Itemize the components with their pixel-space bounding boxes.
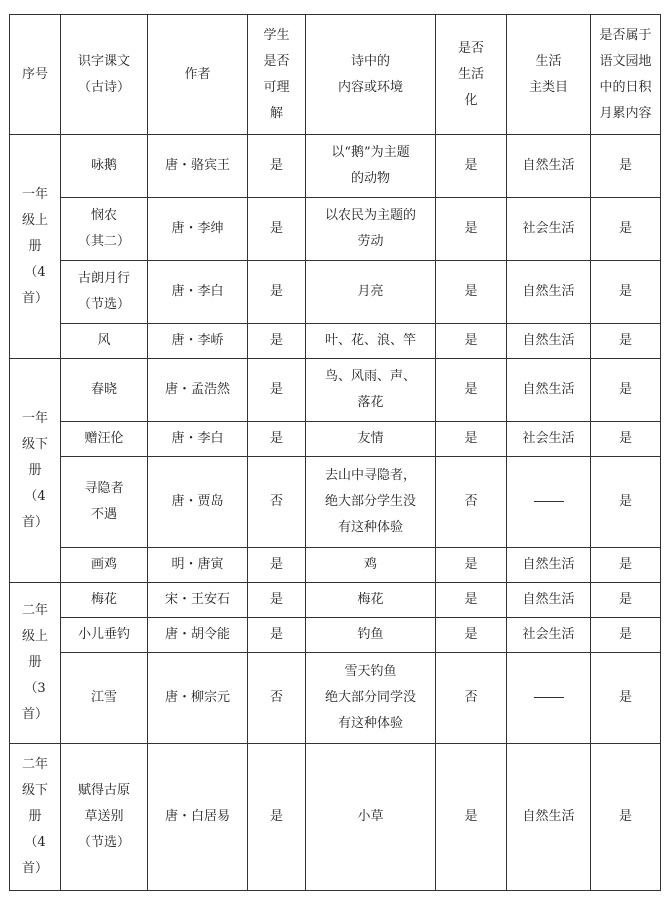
cell-accumulate: 是 xyxy=(591,359,661,422)
cell-understand: 是 xyxy=(248,744,306,891)
header-accumulate: 是否属于 语文园地 中的日积 月累内容 xyxy=(591,15,661,135)
cell-title: 悯农 （其二） xyxy=(61,198,148,261)
cell-understand: 否 xyxy=(248,653,306,744)
table-row xyxy=(10,261,661,324)
cell-understand: 否 xyxy=(248,457,306,548)
cell-title: 古朗月行 （节选） xyxy=(61,261,148,324)
cell-life: 是 xyxy=(436,548,507,583)
cell-author: 唐・柳宗元 xyxy=(148,653,248,744)
cell-category: 自然生活 xyxy=(507,359,591,422)
table-row xyxy=(10,583,661,618)
table-row xyxy=(10,198,661,261)
poem-table xyxy=(9,14,661,891)
table-row xyxy=(10,422,661,457)
cell-category: 自然生活 xyxy=(507,261,591,324)
cell-category: 社会生活 xyxy=(507,422,591,457)
table-row xyxy=(10,457,661,548)
cell-life: 是 xyxy=(436,261,507,324)
cell-accumulate: 是 xyxy=(591,583,661,618)
table-row xyxy=(10,744,661,891)
header-content: 诗中的 内容或环境 xyxy=(306,15,436,135)
cell-accumulate: 是 xyxy=(591,324,661,359)
cell-title: 赋得古原 草送别 （节选） xyxy=(61,744,148,891)
cell-life: 否 xyxy=(436,653,507,744)
cell-content: 雪天钓鱼 绝大部分同学没 有这种体验 xyxy=(306,653,436,744)
cell-accumulate: 是 xyxy=(591,198,661,261)
cell-life: 是 xyxy=(436,198,507,261)
cell-category: 自然生活 xyxy=(507,744,591,891)
table-row xyxy=(10,548,661,583)
cell-author: 唐・李绅 xyxy=(148,198,248,261)
cell-category: 自然生活 xyxy=(507,583,591,618)
dash-mark xyxy=(534,501,564,502)
cell-understand: 是 xyxy=(248,324,306,359)
cell-understand: 是 xyxy=(248,583,306,618)
cell-life: 是 xyxy=(436,359,507,422)
cell-author: 唐・贾岛 xyxy=(148,457,248,548)
cell-author: 唐・李白 xyxy=(148,261,248,324)
header-title: 识字课文 （古诗） xyxy=(61,15,148,135)
cell-title: 赠汪伦 xyxy=(61,422,148,457)
cell-accumulate: 是 xyxy=(591,261,661,324)
cell-content: 鸟、风雨、声、 落花 xyxy=(306,359,436,422)
table-row xyxy=(10,359,661,422)
cell-title: 画鸡 xyxy=(61,548,148,583)
cell-title: 风 xyxy=(61,324,148,359)
cell-author: 唐・李峤 xyxy=(148,324,248,359)
cell-accumulate: 是 xyxy=(591,457,661,548)
cell-understand: 是 xyxy=(248,548,306,583)
cell-title: 寻隐者 不遇 xyxy=(61,457,148,548)
group-label: 一年 级上 册 （4 首） xyxy=(10,135,61,359)
cell-content: 梅花 xyxy=(306,583,436,618)
cell-content: 叶、花、浪、竿 xyxy=(306,324,436,359)
table-row xyxy=(10,653,661,744)
cell-category: 自然生活 xyxy=(507,324,591,359)
cell-content: 友情 xyxy=(306,422,436,457)
header-life: 是否 生活 化 xyxy=(436,15,507,135)
table-body xyxy=(10,135,661,891)
cell-accumulate: 是 xyxy=(591,744,661,891)
cell-title: 小儿垂钓 xyxy=(61,618,148,653)
cell-life: 是 xyxy=(436,422,507,457)
cell-author: 唐・白居易 xyxy=(148,744,248,891)
cell-title: 江雪 xyxy=(61,653,148,744)
header-row xyxy=(10,15,661,135)
cell-accumulate: 是 xyxy=(591,422,661,457)
cell-life: 否 xyxy=(436,457,507,548)
cell-life: 是 xyxy=(436,583,507,618)
cell-understand: 是 xyxy=(248,198,306,261)
cell-category: 社会生活 xyxy=(507,198,591,261)
cell-understand: 是 xyxy=(248,261,306,324)
cell-title: 春晓 xyxy=(61,359,148,422)
cell-author: 唐・孟浩然 xyxy=(148,359,248,422)
cell-accumulate: 是 xyxy=(591,548,661,583)
cell-life: 是 xyxy=(436,618,507,653)
cell-title: 梅花 xyxy=(61,583,148,618)
cell-life: 是 xyxy=(436,744,507,891)
cell-content: 钓鱼 xyxy=(306,618,436,653)
cell-author: 明・唐寅 xyxy=(148,548,248,583)
table-row xyxy=(10,324,661,359)
cell-content: 以“鹅”为主题 的动物 xyxy=(306,135,436,198)
cell-accumulate: 是 xyxy=(591,618,661,653)
group-label: 一年 级下 册 （4 首） xyxy=(10,359,61,583)
cell-content: 小草 xyxy=(306,744,436,891)
header-category: 生活 主类目 xyxy=(507,15,591,135)
cell-category: 自然生活 xyxy=(507,548,591,583)
table-row xyxy=(10,135,661,198)
header-understand: 学生 是否 可理 解 xyxy=(248,15,306,135)
cell-content: 去山中寻隐者， 绝大部分学生没 有这种体验 xyxy=(306,457,436,548)
cell-life: 是 xyxy=(436,135,507,198)
cell-content: 月亮 xyxy=(306,261,436,324)
cell-accumulate: 是 xyxy=(591,135,661,198)
cell-title: 咏鹅 xyxy=(61,135,148,198)
cell-author: 唐・李白 xyxy=(148,422,248,457)
table-row xyxy=(10,618,661,653)
cell-category: 自然生活 xyxy=(507,135,591,198)
cell-understand: 是 xyxy=(248,135,306,198)
cell-life: 是 xyxy=(436,324,507,359)
dash-mark xyxy=(534,697,564,698)
cell-understand: 是 xyxy=(248,359,306,422)
group-label: 二年 级上 册 （3 首） xyxy=(10,583,61,744)
cell-content: 鸡 xyxy=(306,548,436,583)
cell-category xyxy=(507,653,591,744)
cell-accumulate: 是 xyxy=(591,653,661,744)
cell-understand: 是 xyxy=(248,422,306,457)
cell-author: 唐・胡令能 xyxy=(148,618,248,653)
cell-category xyxy=(507,457,591,548)
cell-understand: 是 xyxy=(248,618,306,653)
header-seq: 序号 xyxy=(10,15,61,135)
cell-category: 社会生活 xyxy=(507,618,591,653)
cell-author: 宋・王安石 xyxy=(148,583,248,618)
cell-content: 以农民为主题的 劳动 xyxy=(306,198,436,261)
group-label: 二年 级下 册 （4 首） xyxy=(10,744,61,891)
cell-author: 唐・骆宾王 xyxy=(148,135,248,198)
header-author: 作者 xyxy=(148,15,248,135)
